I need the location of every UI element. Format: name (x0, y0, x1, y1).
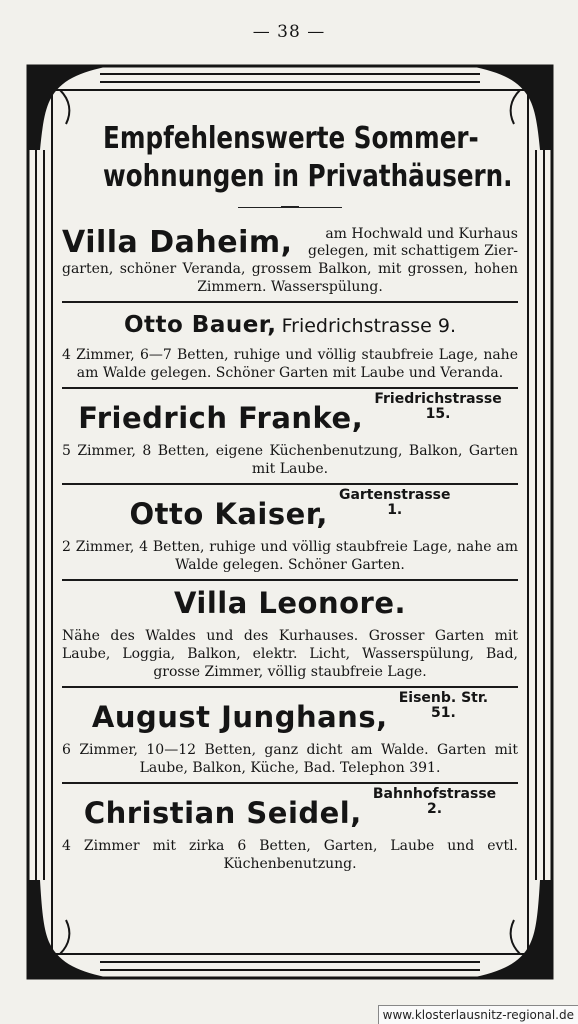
listing-address: Friedrichstrasse 9. (281, 315, 457, 337)
listing-name: Villa Daheim, (62, 225, 293, 260)
address-number: 2. (426, 801, 443, 817)
listing-name: Friedrich Franke, (78, 401, 364, 435)
listing-description: 4 Zimmer mit zirka 6 Betten, Garten, Laube und evtl. Küchenbenutzung. (62, 838, 518, 872)
listing-description: garten, schöner Veranda, grossem Balkon, mit grossen, hohen Zimmern. Wasserspülung. (62, 261, 518, 295)
address-number: 15. (425, 406, 451, 422)
listing-head (62, 584, 518, 627)
listing-description: Nähe des Waldes und des Kurhauses. Grosser Garten mit Laube, Loggia, Balkon, elektr. Licht, Wasserspülung, Bad, grosse Zimmer, völlig staubfreie Lage. (62, 628, 518, 680)
address-street: Bahnhofstrasse (372, 786, 497, 802)
listing-otto-bauer (62, 303, 518, 389)
listing-name: August Junghans, (91, 700, 388, 734)
address-street: Gartenstrasse (338, 487, 451, 503)
listing-name: Otto Bauer, (123, 312, 277, 338)
listing-address (374, 392, 501, 422)
listing-name: Otto Kaiser, (129, 497, 328, 531)
address-street: Eisenb. Str. (398, 690, 489, 706)
page-content (62, 120, 518, 878)
page-title (103, 120, 513, 196)
listing-head (62, 787, 518, 837)
listing-head (62, 691, 518, 741)
listing-description: 6 Zimmer, 10—12 Betten, ganz dicht am Walde. Garten mit Laube, Balkon, Küche, Bad. Telephon 391. (62, 742, 518, 776)
listing-address (339, 488, 451, 518)
listing-villa-daheim (62, 208, 518, 303)
listing-side-text: am Hochwald und Kurhaus gelegen, mit schattigem Zier- (307, 226, 518, 259)
listing-friedrich-franke (62, 389, 518, 485)
listing-address (399, 691, 488, 721)
address-street: Friedrichstrasse (374, 391, 502, 407)
source-watermark: www.klosterlausnitz-regional.de (378, 1005, 578, 1024)
listing-name: Villa Leonore. (173, 586, 407, 620)
listing-august-junghans (62, 688, 518, 784)
listing-head (62, 226, 518, 260)
address-number: 1. (387, 502, 403, 518)
title-line-2: wohnungen in Privathäusern. (103, 159, 513, 194)
listing-description: 4 Zimmer, 6—7 Betten, ruhige und völlig staubfreie Lage, nahe am Walde gelegen. Schöner Garten mit Laube und Veranda. (62, 347, 518, 381)
listing-christian-seidel (62, 784, 518, 878)
listing-head (62, 306, 518, 346)
listing-address (373, 787, 496, 817)
listing-head (62, 392, 518, 442)
listing-head (62, 488, 518, 538)
title-line-1: Empfehlenswerte Sommer- (103, 121, 479, 156)
address-number: 51. (430, 705, 456, 721)
listing-otto-kaiser (62, 485, 518, 581)
listing-name: Christian Seidel, (83, 796, 362, 830)
listing-description: 2 Zimmer, 4 Betten, ruhige und völlig staubfreie Lage, nahe am Walde gelegen. Schöner Garten. (62, 539, 518, 573)
listing-description: 5 Zimmer, 8 Betten, eigene Küchenbenutzung, Balkon, Garten mit Laube. (62, 443, 518, 477)
page-number: — 38 — (252, 22, 326, 42)
listing-villa-leonore (62, 581, 518, 688)
